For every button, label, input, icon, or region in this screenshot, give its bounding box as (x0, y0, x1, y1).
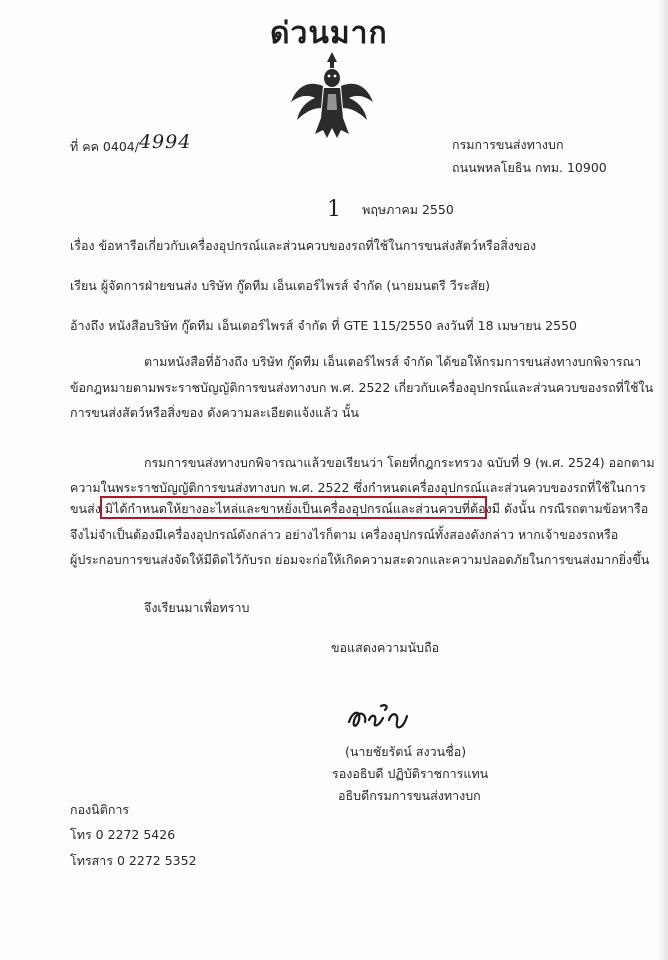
reference-number (70, 131, 192, 155)
paragraph-1-line: ตามหนังสือที่อ้างถึง บริษัท กู๊ดทีม เอ็นเตอร์ไพรส์ จำกัด ได้ขอให้กรมการขนส่งทางบกพิจารณา (144, 354, 642, 369)
paragraph-2-line: จึงไม่จำเป็นต้องมีเครื่องอุปกรณ์ดังกล่าว อย่างไรก็ตาม เครื่องอุปกรณ์ทั้งสองดังกล่าว หากเจ้าของรถหรือ (70, 527, 619, 542)
reference-line: อ้างถึง หนังสือบริษัท กู๊ดทีม เอ็นเตอร์ไพรส์ จำกัด ที่ GTE 115/2550 ลงวันที่ 18 เมษายน 2550 (70, 318, 577, 333)
signer-title: อธิบดีกรมการขนส่งทางบก (338, 788, 481, 803)
salutation-line: เรียน ผู้จัดการฝ่ายขนส่ง บริษัท กู๊ดทีม เอ็นเตอร์ไพรส์ จำกัด (นายมนตรี วีระสัย) (70, 278, 491, 293)
paper-edge-shadow (658, 0, 668, 960)
paragraph-2-line: กรมการขนส่งทางบกพิจารณาแล้วขอเรียนว่า โดยที่กฎกระทรวง ฉบับที่ 9 (พ.ศ. 2524) ออกตาม (144, 455, 655, 470)
urgency-stamp: ด่วนมาก (270, 16, 388, 51)
signature-icon (345, 700, 415, 736)
department-name: กรมการขนส่งทางบก (452, 137, 564, 152)
paragraph-2-line: ผู้ประกอบการขนส่งจัดให้มีติดไว้กับรถ ย่อมจะก่อให้เกิดความสะดวกและความปลอดภัยในการขนส่งมากยิ่งขึ้น (70, 552, 650, 567)
paragraph-2-line: ขนส่ง มิได้กำหนดให้ยางอะไหล่และขาหยั่งเป็นเครื่องอุปกรณ์และส่วนควบที่ต้องมี ดังนั้น กรณีรถตามข้อหารือ (70, 501, 649, 516)
date-day-handwritten: 1 (327, 197, 341, 222)
regards-line: ขอแสดงความนับถือ (331, 640, 440, 655)
letter-date (327, 197, 454, 222)
paragraph-1-line: การขนส่งสัตว์หรือสิ่งของ ดังความละเอียดแจ้งแล้ว นั้น (70, 405, 359, 420)
department-address: ถนนพหลโยธิน กทม. 10900 (452, 160, 607, 175)
paragraph-1-line: ข้อกฎหมายตามพระราชบัญญัติการขนส่งทางบก พ.ศ. 2522 เกี่ยวกับเครื่องอุปกรณ์และส่วนควบของรถที่ใช้ใน (70, 380, 654, 395)
reference-prefix: ที่ คค 0404/ (70, 139, 139, 154)
subject-line: เรื่อง ข้อหารือเกี่ยวกับเครื่องอุปกรณ์และส่วนควบของรถที่ใช้ในการขนส่งสัตว์หรือสิ่งของ (70, 238, 537, 253)
date-text: พฤษภาคม 2550 (362, 202, 454, 217)
reference-number-handwritten: 4994 (138, 131, 192, 153)
footer-phone: โทร 0 2272 5426 (70, 827, 176, 842)
paragraph-2-line: ความในพระราชบัญญัติการขนส่งทางบก พ.ศ. 2522 ซึ่งกำหนดเครื่องอุปกรณ์และส่วนควบของรถที่ใช้ในการ (70, 480, 646, 495)
footer-fax: โทรสาร 0 2272 5352 (70, 853, 197, 868)
garuda-emblem-icon (285, 48, 379, 142)
signer-title: รองอธิบดี ปฏิบัติราชการแทน (332, 766, 489, 781)
closing-line: จึงเรียนมาเพื่อทราบ (144, 600, 250, 615)
footer-division: กองนิติการ (70, 802, 130, 817)
highlight-box (100, 496, 487, 519)
signer-name: (นายชัยรัตน์ สงวนชื่อ) (345, 744, 467, 759)
